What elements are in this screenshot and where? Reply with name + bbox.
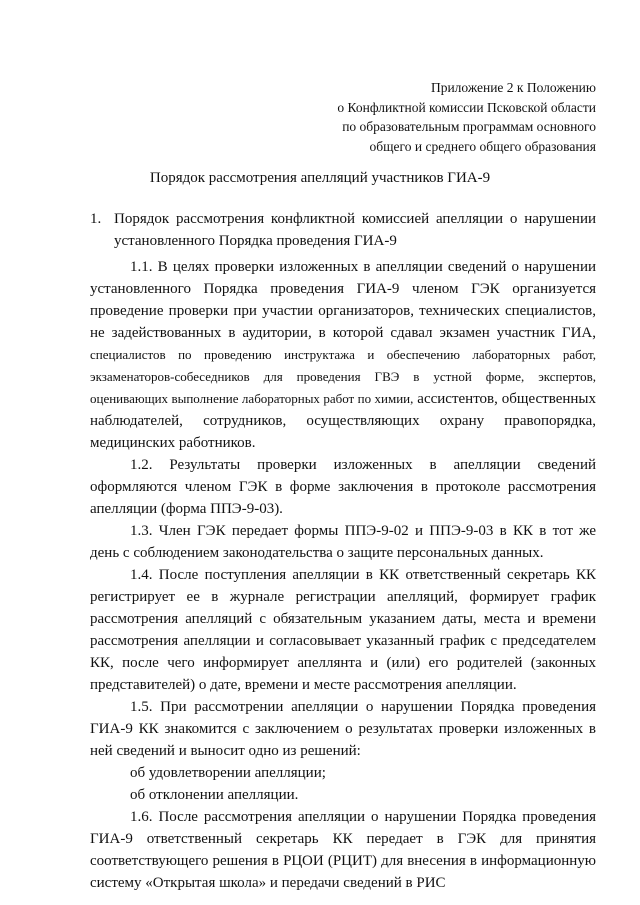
paragraph-1-5: 1.5. При рассмотрении апелляции о нарушении Порядка проведения ГИА-9 КК знакомится с заключением о результатах проверки изложенных в ней сведений и выносит одно из решений: xyxy=(90,699,596,759)
appendix-line: по образовательным программам основного xyxy=(342,119,596,134)
section-heading xyxy=(90,208,596,252)
paragraph-1-6: 1.6. После рассмотрения апелляции о нарушении Порядка проведения ГИА-9 ответственный секретарь КК передает в ГЭК для принятия соответствующего решения в РЦОИ (РЦИТ) для внесения в информационную систему «Открытая школа» и передачи сведений в РИС xyxy=(90,809,596,891)
appendix-header xyxy=(337,78,596,156)
paragraph-1-1-text: 1.1. В целях проверки изложенных в апелляции сведений о нарушении установленного Порядка проведения ГИА-9 членом ГЭК организуется проведение проверки при участии организаторов, технических специалистов, не задействованных в аудитории, в которой сдавал экзамен участник ГИА, xyxy=(90,259,596,341)
paragraph-1-1-end-text: ассистентов, общественных наблюдателей, сотрудников, осуществляющих охрану правопорядка, медицинских работников. xyxy=(90,391,597,451)
appendix-line: о Конфликтной комиссии Псковской области xyxy=(337,99,596,115)
appendix-line: Приложение 2 к Положению xyxy=(430,80,596,95)
paragraph-1-2: 1.2. Результаты проверки изложенных в апелляции сведений оформляются членом ГЭК в форме заключения в протоколе рассмотрения апелляции (форма ППЭ-9-03). xyxy=(90,457,596,517)
decision-option-2: об отклонении апелляции. xyxy=(130,787,299,803)
appendix-line: общего и среднего общего образования xyxy=(369,138,596,154)
paragraph-1-1 xyxy=(90,256,596,454)
document-body xyxy=(90,208,596,894)
paragraph-1-1-small-text: специалистов по проведению инструктажа и обеспечению лабораторных работ, экзаменаторов-собеседников для проведения ГВЭ в устной форме, экспертов, оценивающих выполнение лабораторных работ по химии, xyxy=(90,347,596,406)
document-title: Порядок рассмотрения апелляций участников ГИА-9 xyxy=(149,170,491,186)
paragraph-1-4: 1.4. После поступления апелляции в КК ответственный секретарь КК регистрирует ее в журнале регистрации апелляций, формирует график рассмотрения апелляций с обязательным указанием даты, места и времени рассмотрения апелляции и согласовывает указанный график с председателем КК, после чего информирует апеллянта и (или) его родителей (законных представителей) о дате, времени и месте рассмотрения апелляции. xyxy=(90,567,596,693)
decision-option-1: об удовлетворении апелляции; xyxy=(130,765,326,781)
paragraph-1-3: 1.3. Член ГЭК передает формы ППЭ-9-02 и ППЭ-9-03 в КК в тот же день с соблюдением законодательства о защите персональных данных. xyxy=(90,523,596,561)
section-heading-text: Порядок рассмотрения конфликтной комиссией апелляции о нарушении установленного Порядка проведения ГИА-9 xyxy=(114,211,596,249)
section-number: 1. xyxy=(90,211,102,227)
